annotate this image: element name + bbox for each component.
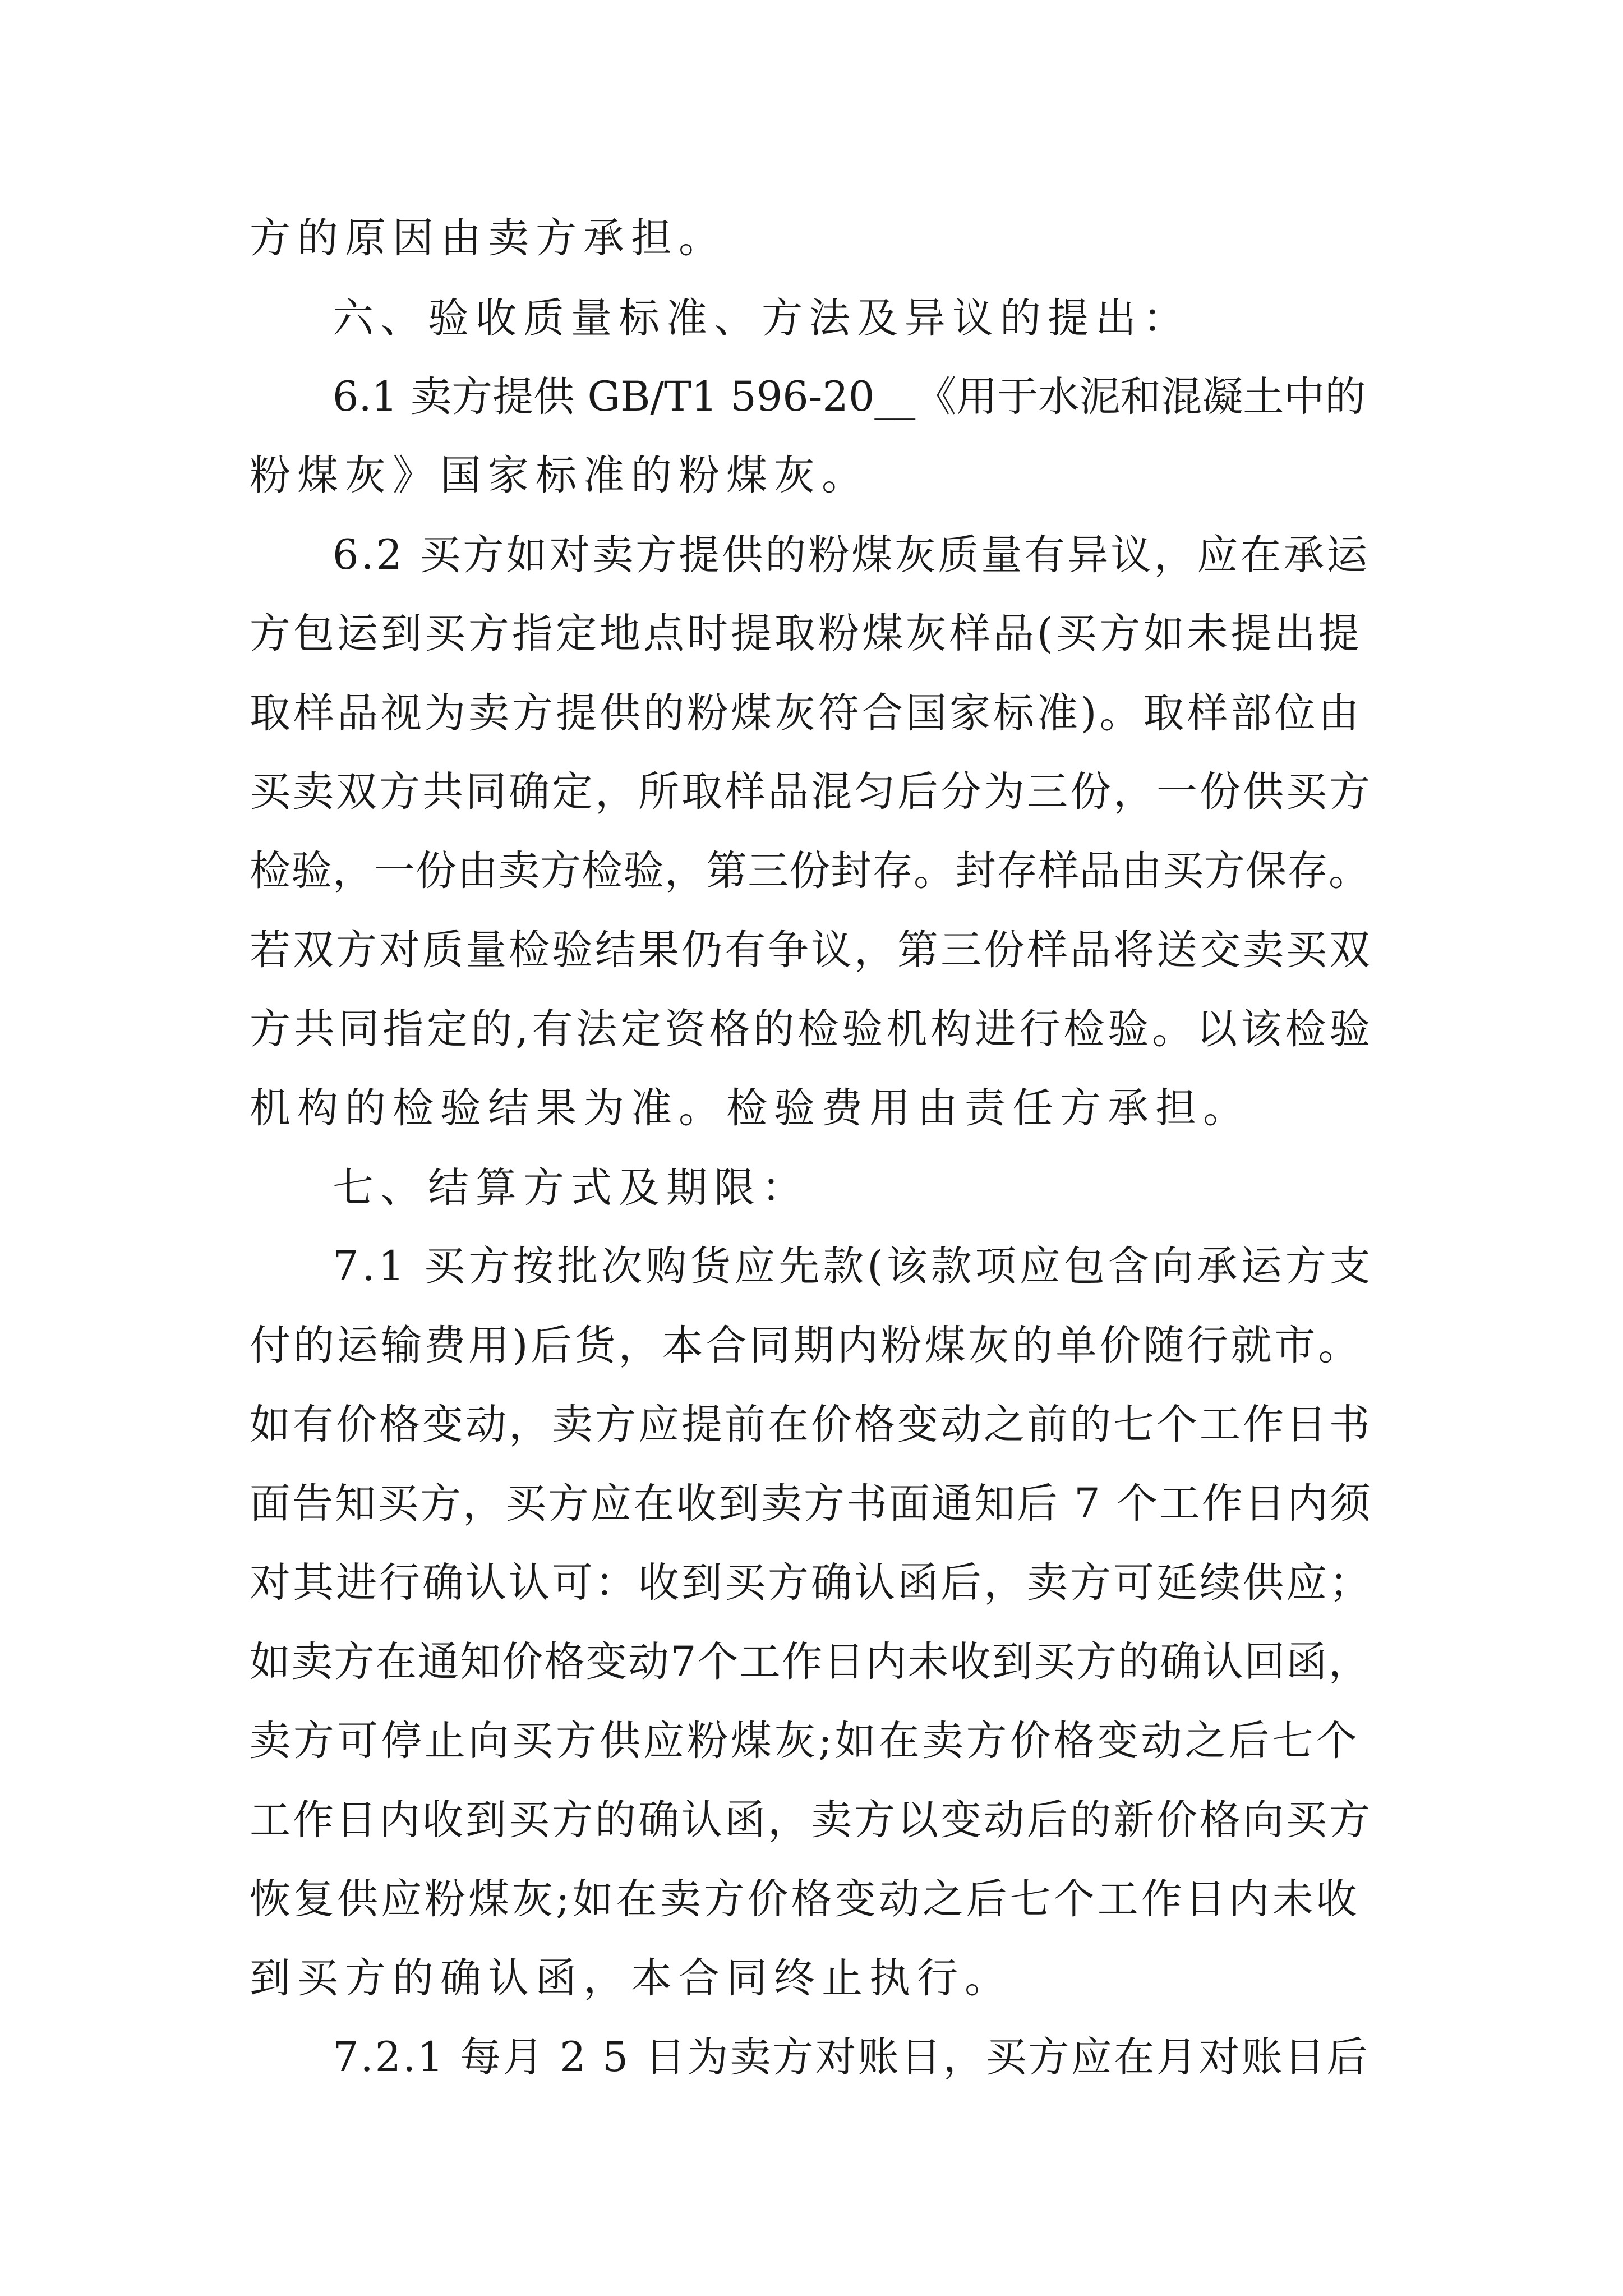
text-line: 如有价格变动，卖方应提前在价格变动之前的七个工作日书 — [250, 1401, 1372, 1448]
text-line: 工作日内收到买方的确认函，卖方以变动后的新价格向买方 — [250, 1796, 1372, 1844]
text-line: 买卖双方共同确定，所取样品混匀后分为三份，一份供买方 — [250, 768, 1372, 816]
text-line: 方的原因由卖方承担。 — [250, 214, 726, 262]
text-line: 恢复供应粉煤灰;如在卖方价格变动之后七个工作日内未收 — [250, 1875, 1360, 1923]
text-line: 取样品视为卖方提供的粉煤灰符合国家标准)。取样部位由 — [250, 689, 1362, 737]
text-line: 对其进行确认认可：收到买方确认函后，卖方可延续供应； — [250, 1559, 1372, 1607]
text-line: 到买方的确认函，本合同终止执行。 — [250, 1954, 1012, 2002]
text-line: 方包运到买方指定地点时提取粉煤灰样品(买方如未提出提 — [250, 610, 1362, 657]
text-line: 面告知买方，买方应在收到卖方书面通知后 7 个工作日内须 — [250, 1480, 1372, 1527]
text-line: 机构的检验结果为准。检验费用由责任方承担。 — [250, 1084, 1251, 1132]
section-heading: 六、验收质量标准、方法及异议的提出： — [333, 295, 1191, 342]
section-heading: 七、结算方式及期限： — [333, 1164, 809, 1212]
text-line: 粉煤灰》国家标准的粉煤灰。 — [250, 452, 869, 499]
text-line: 7.2.1 每月 2 5 日为卖方对账日，买方应在月对账日后 — [333, 2033, 1370, 2081]
text-line: 如卖方在通知价格变动7个工作日内未收到买方的确认回函， — [250, 1638, 1371, 1686]
text-line: 付的运输费用)后货，本合同期内粉煤灰的单价随行就市。 — [250, 1322, 1362, 1369]
text-line: 方共同指定的,有法定资格的检验机构进行检验。以该检验 — [250, 1005, 1374, 1053]
text-line: 6.2 买方如对卖方提供的粉煤灰质量有异议，应在承运 — [333, 531, 1370, 579]
text-line: 检验，一份由卖方检验，第三份封存。封存样品由买方保存。 — [250, 847, 1370, 895]
text-line: 7.1 买方按批次购货应先款(该款项应包含向承运方支 — [333, 1243, 1374, 1290]
text-line: 若双方对质量检验结果仍有争议，第三份样品将送交卖买双 — [250, 926, 1372, 974]
text-line: 卖方可停止向买方供应粉煤灰;如在卖方价格变动之后七个 — [250, 1717, 1360, 1765]
text-line: 6.1 卖方提供 GB/T1 596-20__《用于水泥和混凝土中的 — [333, 373, 1366, 421]
